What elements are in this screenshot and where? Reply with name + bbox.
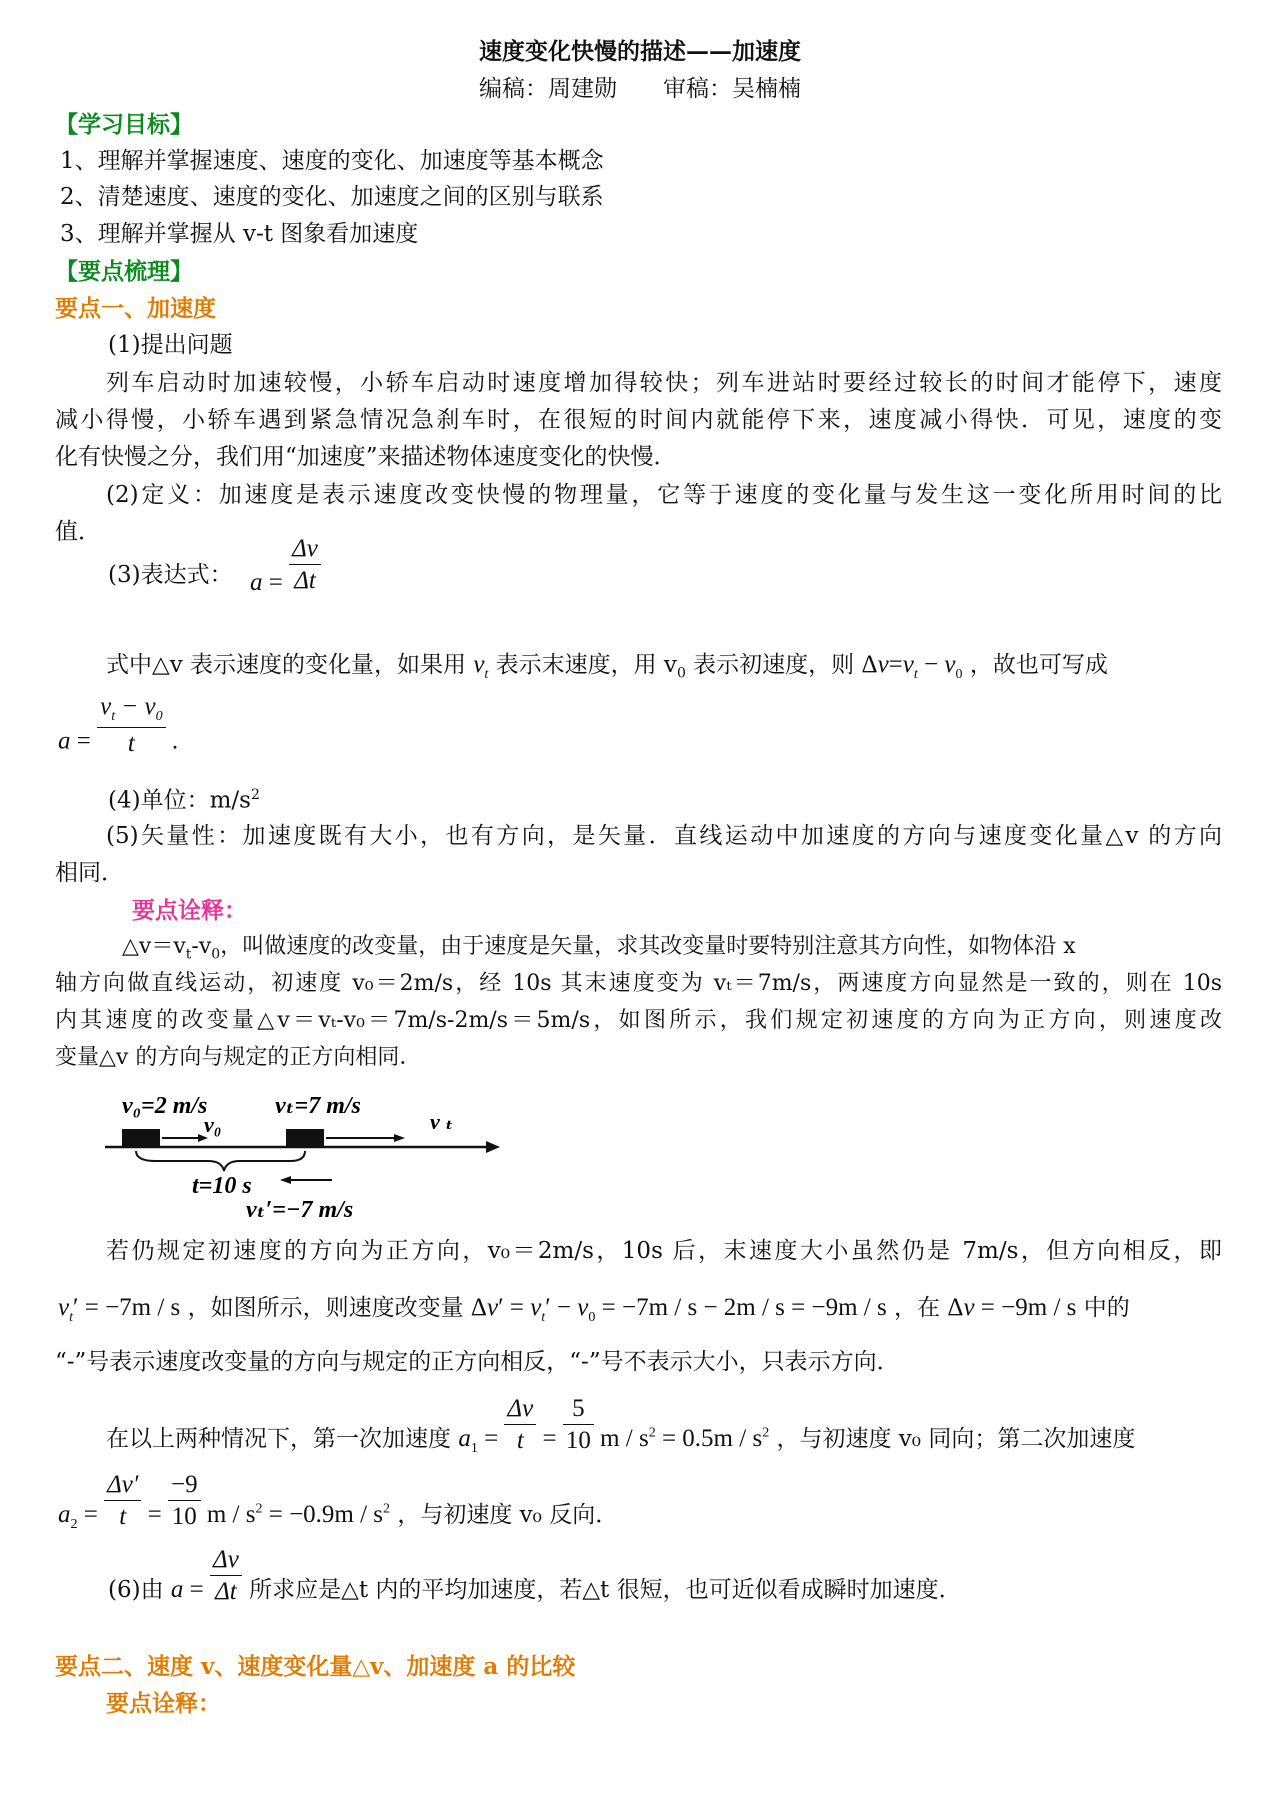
paragraph-line: 值． [55,519,101,545]
summary-heading: 【要点梳理】 [55,258,193,285]
formula-average-acceleration: a = $\frac{\Delta v}{\Delta t}$ [171,1576,242,1603]
paragraph-line: 内其速度的改变量△v＝vₜ-v₀＝7m/s-2m/s＝5m/s，如图所示，我们规定初速度的方向为正方向，则速度改 [55,1008,1222,1033]
figure-axis-arrowhead [486,1141,500,1153]
text-run: ，如图所示，则速度改变量 [187,1295,464,1321]
text-run: ，与初速度 v₀ 反向． [397,1502,619,1529]
paragraph-line [58,1471,619,1545]
paragraph-line: 列车启动时加速较慢，小轿车启动时速度增加得较快；列车进站时要经过较长的时间才能停下，速度 [106,370,1222,396]
paragraph-line: 相同． [55,860,124,886]
paragraph-line: 轴方向做直线运动，初速度 v₀＝2m/s，经 10s 其末速度变为 vₜ＝7m/s，两速度方向显然是一致的，则在 10s [55,971,1222,996]
formula-delta-v: $\Delta v=v_t - v_0$ [861,651,963,682]
text-run: -v [191,934,212,959]
unit-text: (4)单位：m/s [108,787,251,814]
formula-vt: $v_t$ [473,651,489,682]
text-run: ，故也可写成 [969,652,1108,678]
text-run: 表示初速度，则 [693,652,855,678]
expression-label: (3)表达式： [108,562,233,588]
paragraph-line [106,1395,1136,1469]
figure-vt-prime-label: vₜ′=−7 m/s [246,1197,354,1220]
paragraph-line: (5)矢量性：加速度既有大小，也有方向，是矢量．直线运动中加速度的方向与速度变化量△v 的方向 [106,823,1222,849]
figure-car-initial [122,1129,160,1147]
formula-acceleration-alt: a = $\frac{v_t - v_0}{t}$ . [58,693,179,757]
paragraph: (1)提出问题 [108,332,233,358]
figure-vt-label: vₜ=7 m/s [275,1093,361,1119]
figure-v0-label: v₀=2 m/s [122,1093,208,1119]
figure-time-brace [136,1151,305,1171]
text-run: ，叫做速度的改变量，由于速度是矢量，求其改变量时要特别注意其方向性，如物体沿 x [220,934,1076,959]
byline: 编稿：周建勋 审稿：吴楠楠 [479,76,801,102]
velocity-figure [100,1085,520,1220]
paragraph-line [108,564,233,587]
text-run: △v＝v [122,934,186,959]
paragraph-line: $\triangle v=v_t-v_0$，叫做速度的改变量，由于速度是矢量，求其改变量时要特别注意其方向性，如物体沿 x [122,934,1076,963]
text-run: 所求应是△t 内的平均加速度，若△t 很短，也可近似看成瞬时加速度． [249,1577,962,1604]
formula-a2: $a_2$ = $\frac{\Delta v'}{t}$ = $\frac{-9}{10}$ $m / s^2 = -0.9m / s^2$ [58,1471,391,1533]
section-title: 要点二、速度 v、速度变化量△v、加速度 a 的比较 [55,1653,576,1680]
formula-acceleration: a = $\frac{\Delta v}{\Delta t}$ [250,556,321,613]
section-title: 要点一、加速度 [55,295,216,322]
paragraph-line: (2)定义：加速度是表示速度改变快慢的物理量，它等于速度的变化量与发生这一变化所用时间的比 [106,482,1222,508]
text-run: 在以上两种情况下，第一次加速度 [106,1426,451,1453]
paragraph-line: 若仍规定初速度的方向为正方向，v₀＝2m/s，10s 后，末速度大小虽然仍是 7m/s，但方向相反，即 [106,1238,1222,1264]
objective-item: 2、清楚速度、速度的变化、加速度之间的区别与联系 [60,184,604,210]
text-run: 中的 [1083,1295,1130,1321]
formula-a1: $a_1$ = $\frac{\Delta v}{t}$ = $\frac{5}{10}$ $m / s^2 = 0.5m / s^2$ [458,1395,770,1457]
paragraph-line [58,1295,1130,1325]
objective-item: 1、理解并掌握速度、速度的变化、加速度等基本概念 [60,148,604,174]
page-title: 速度变化快慢的描述——加速度 [479,38,801,65]
figure-arrow-v0-label: v₀ [204,1112,222,1137]
figure-arrow-vt-head [394,1134,405,1142]
note-heading: 要点诠释： [132,897,247,924]
figure-car-final [286,1129,324,1147]
objectives-heading: 【学习目标】 [55,111,193,138]
paragraph-line: 变量△v 的方向与规定的正方向相同． [55,1045,422,1070]
paragraph-line: “-”号表示速度改变量的方向与规定的正方向相反，“-”号不表示大小，只表示方向． [55,1349,900,1375]
text-run: ，在 [894,1295,941,1321]
objective-item: 3、理解并掌握从 v-t 图象看加速度 [60,221,419,247]
text-run: 表示末速度，用 v [495,652,677,678]
paragraph-line: 化有快慢之分，我们用“加速度”来描述物体速度变化的快慢． [55,444,677,470]
figure-time-label: t=10 s [192,1173,252,1199]
formula-vt-prime: $v_t' = -7m / s$ [58,1294,181,1325]
paragraph-line: 式中△v 表示速度的变化量，如果用 $v_t$ 表示末速度，用 $v_0$ 表示初速度，则 $\Delta v=v_t - v_0$ ，故也可写成 [106,651,1108,682]
paragraph-line: 减小得慢，小轿车遇到紧急情况急刹车时，在很短的时间内就能停下来，速度减小得快．可见，速度的变 [55,407,1222,433]
paragraph-line: (4)单位：$m/s^2$ [108,787,260,814]
formula-delta-v-prime: $\Delta v' = v_t' - v_0 = -7m / s - 2m / s = -9m / s$ [470,1294,887,1325]
text-run: 式中△v 表示速度的变化量，如果用 [106,652,466,678]
figure-arrow-reverse-head [280,1176,291,1184]
text-run: ，与初速度 v₀ 同向；第二次加速度 [776,1426,1136,1453]
formula-delta-v-value: Δv = −9m / s [947,1294,1077,1321]
figure-arrow-vt-label: v ₜ [430,1109,454,1134]
paragraph-line [108,1546,962,1620]
text-run: (6)由 [108,1577,164,1604]
note-heading: 要点诠释： [106,1690,221,1717]
